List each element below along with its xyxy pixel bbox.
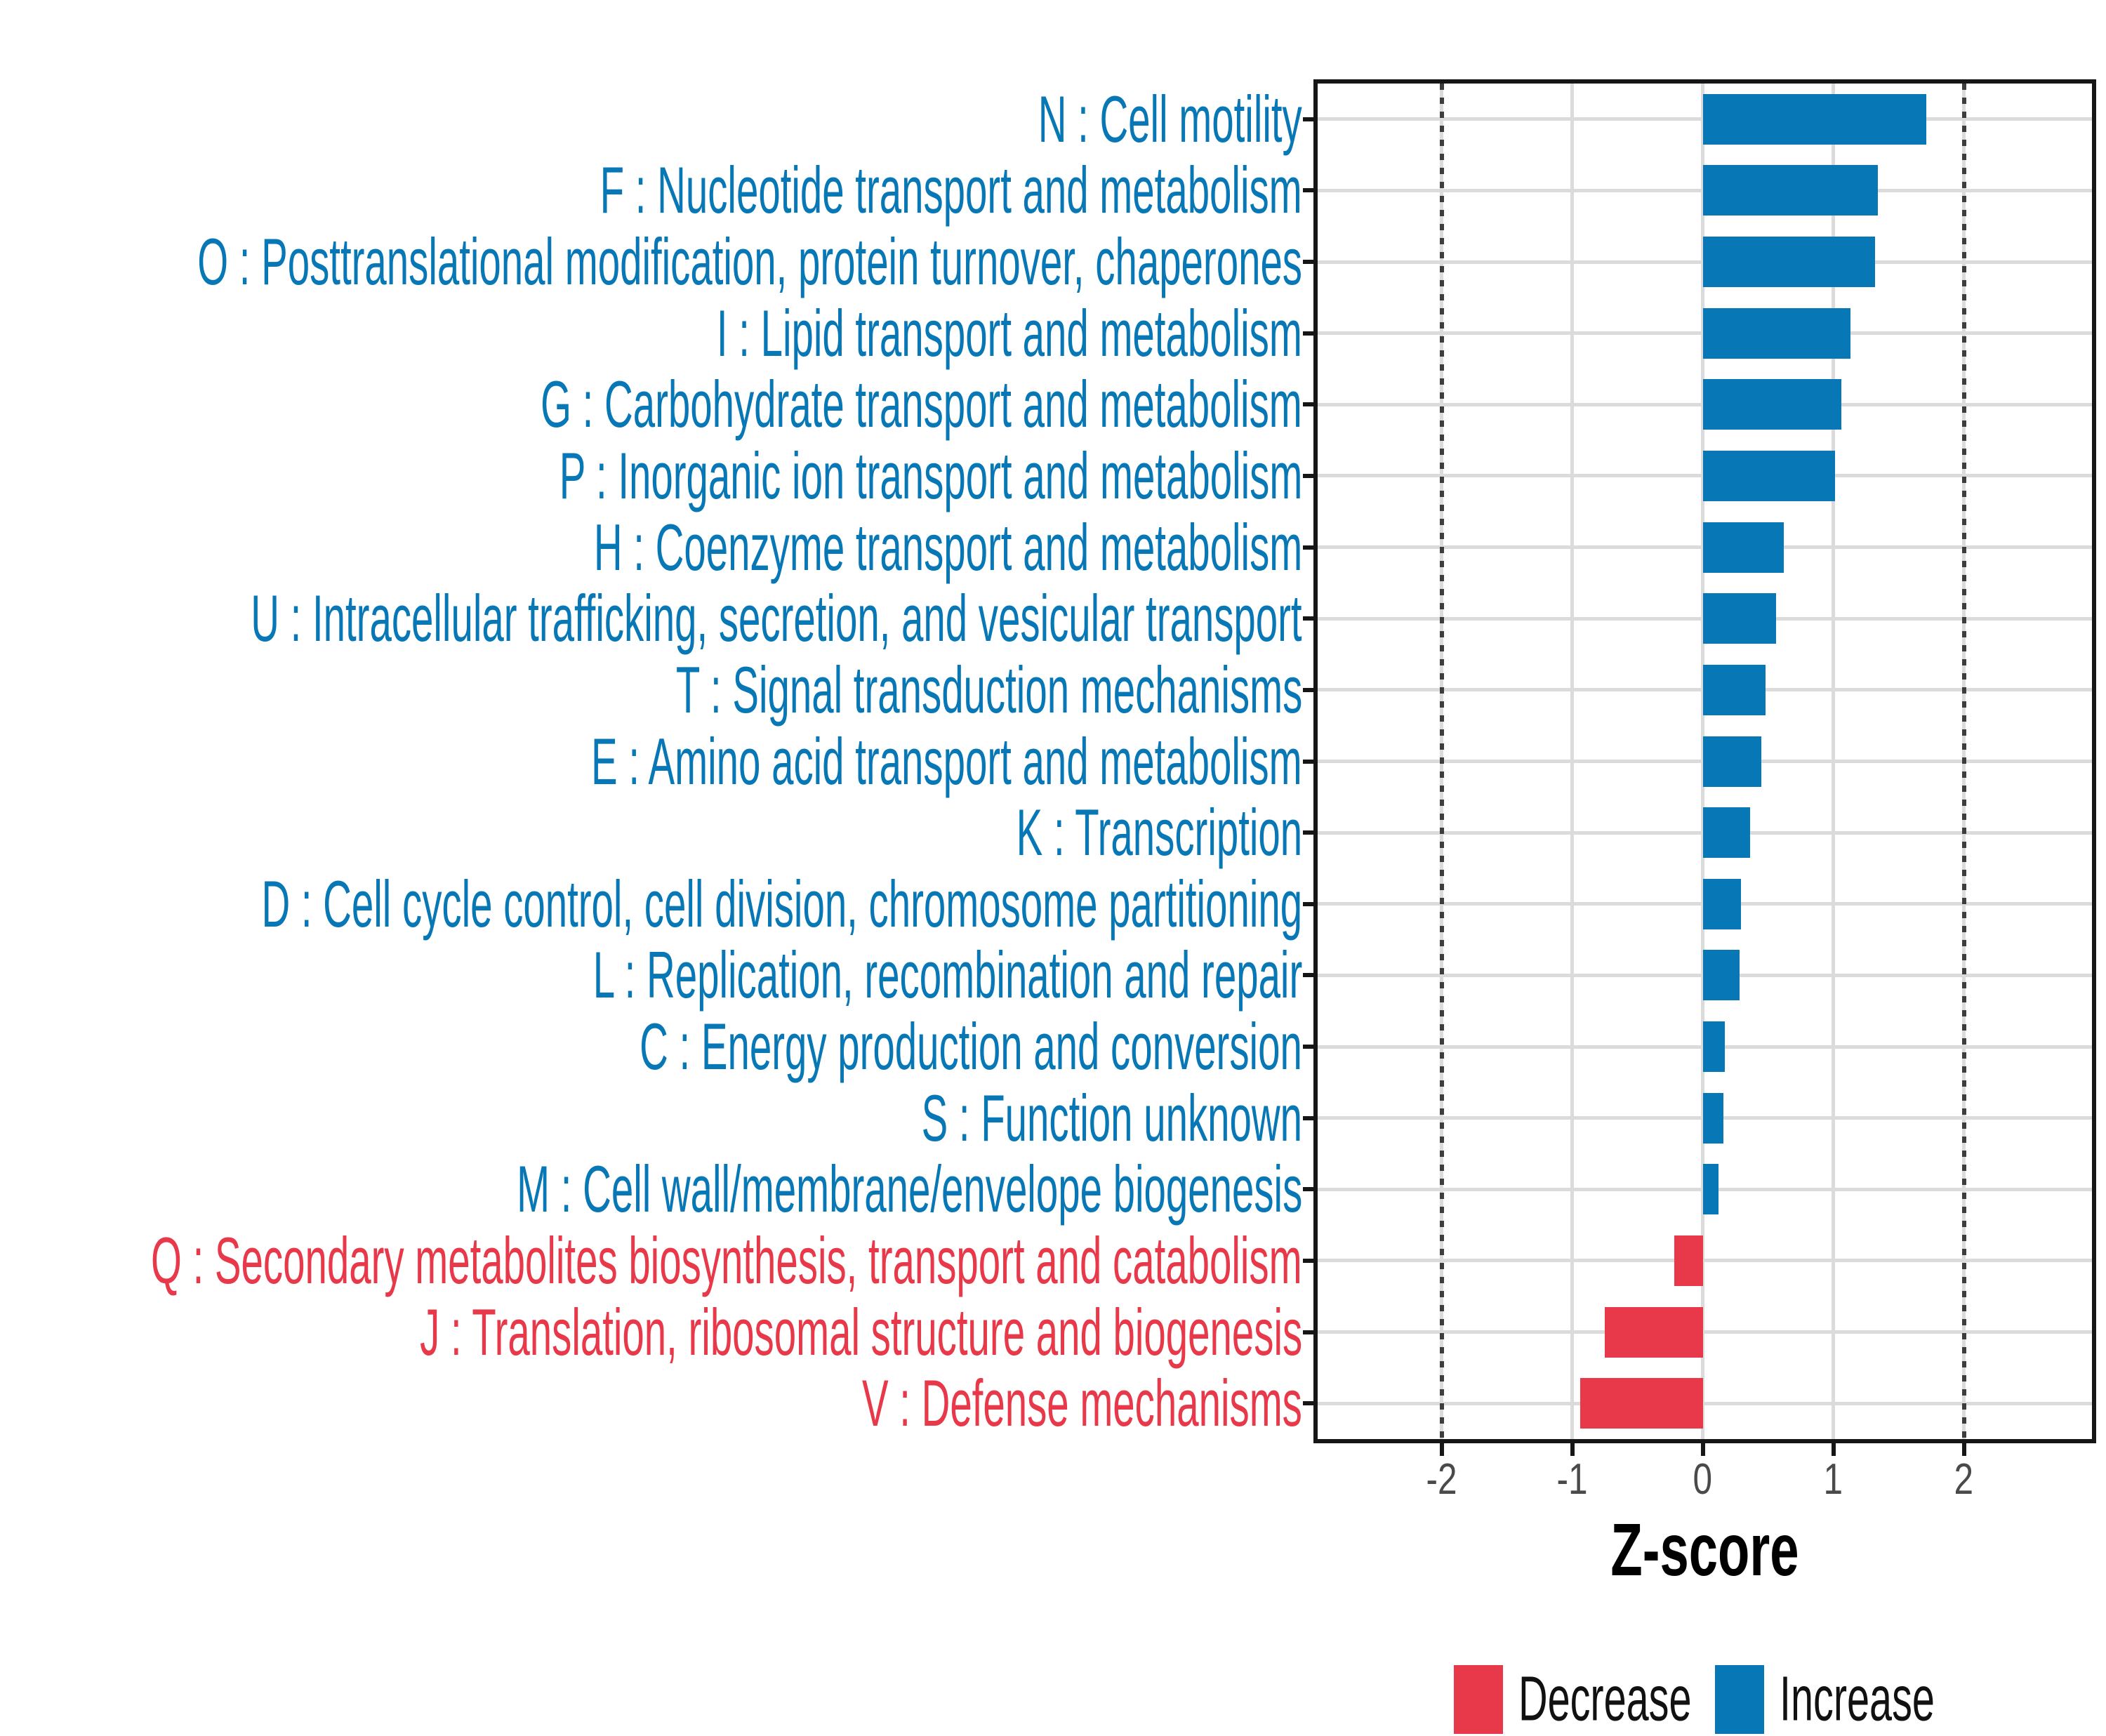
legend-label: [1780, 1665, 1956, 1734]
category-label-text: O : Posttranslational modification, protein turnover, chaperones: [197, 225, 1302, 299]
bar: [1703, 165, 1878, 216]
category-label: [39, 651, 1302, 729]
y-tick-mark: [1303, 402, 1318, 406]
y-tick-mark: [1303, 1045, 1318, 1049]
y-tick-mark: [1303, 1330, 1318, 1334]
bar: [1703, 879, 1741, 929]
category-gridline: [1318, 1259, 2092, 1262]
bar: [1703, 1093, 1724, 1144]
legend: [1318, 1665, 2092, 1734]
category-label: [39, 437, 1302, 515]
category-label: [39, 1222, 1302, 1299]
category-label: [39, 223, 1302, 300]
plot-panel: [1318, 84, 2092, 1439]
legend-swatch-increase: [1715, 1665, 1764, 1734]
category-label-text: P : Inorganic ion transport and metabolism: [559, 438, 1302, 512]
bar: [1580, 1378, 1703, 1429]
bar: [1703, 94, 1926, 145]
x-axis-title: [1494, 1509, 1915, 1591]
x-tick-label-text: -1: [1556, 1455, 1588, 1504]
reference-line: [1962, 84, 1966, 1439]
category-label-text: L : Replication, recombination and repair: [592, 938, 1302, 1012]
y-tick-mark: [1303, 688, 1318, 692]
y-tick-mark: [1303, 1401, 1318, 1405]
reference-line: [1440, 84, 1444, 1439]
bar: [1703, 379, 1841, 430]
bar: [1703, 451, 1835, 501]
bar: [1703, 308, 1850, 359]
legend-label-text: Increase: [1779, 1664, 1935, 1735]
legend-swatch-decrease: [1454, 1665, 1503, 1734]
bar: [1605, 1307, 1703, 1358]
bar: [1674, 1235, 1703, 1286]
bar: [1703, 665, 1766, 715]
category-label-text: Q : Secondary metabolites biosynthesis, transport and catabolism: [151, 1223, 1302, 1297]
category-label-text: D : Cell cycle control, cell division, chromosome partitioning: [261, 866, 1302, 941]
bar: [1703, 807, 1750, 858]
category-label-text: E : Amino acid transport and metabolism: [591, 724, 1302, 798]
category-label: [39, 152, 1302, 229]
bar: [1703, 593, 1776, 644]
x-tick-label-text: 1: [1823, 1455, 1843, 1504]
category-label-text: K : Transcription: [1016, 795, 1302, 870]
category-label: [39, 580, 1302, 657]
bar: [1703, 1021, 1726, 1072]
bar: [1703, 736, 1762, 787]
category-label: [39, 936, 1302, 1014]
x-tick-label: [1859, 1445, 2069, 1515]
legend-label-text: Decrease: [1518, 1664, 1692, 1735]
x-tick-label-text: 0: [1693, 1455, 1713, 1504]
category-label-text: V : Defense mechanisms: [862, 1366, 1302, 1440]
x-tick-label-text: 2: [1954, 1455, 1974, 1504]
bar: [1703, 950, 1740, 1000]
category-label: [39, 794, 1302, 871]
category-label: [39, 295, 1302, 372]
y-tick-mark: [1303, 830, 1318, 835]
category-label: [39, 1080, 1302, 1157]
category-label: [39, 509, 1302, 586]
category-label: [39, 866, 1302, 943]
category-label: [39, 1151, 1302, 1228]
legend-entry: [1454, 1665, 1695, 1734]
category-label-text: N : Cell motility: [1038, 81, 1302, 156]
y-tick-mark: [1303, 1116, 1318, 1120]
y-tick-mark: [1303, 545, 1318, 550]
y-tick-mark: [1303, 760, 1318, 764]
x-tick-label-text: -2: [1426, 1455, 1457, 1504]
y-tick-mark: [1303, 616, 1318, 621]
y-tick-mark: [1303, 117, 1318, 121]
category-label: [39, 81, 1302, 158]
category-label: [39, 1294, 1302, 1371]
y-tick-mark: [1303, 1187, 1318, 1191]
category-gridline: [1318, 1402, 2092, 1405]
bar: [1703, 237, 1876, 287]
legend-label: [1518, 1665, 1695, 1734]
y-tick-mark: [1303, 973, 1318, 977]
category-label-text: G : Carbohydrate transport and metabolism: [541, 367, 1302, 442]
category-label: [39, 723, 1302, 800]
y-tick-mark: [1303, 902, 1318, 906]
category-label: [39, 1365, 1302, 1442]
y-tick-mark: [1303, 331, 1318, 336]
category-label-text: C : Energy production and conversion: [640, 1009, 1302, 1084]
category-label-text: F : Nucleotide transport and metabolism: [600, 153, 1302, 227]
category-label-text: T : Signal transduction mechanisms: [675, 652, 1302, 727]
category-label: [39, 366, 1302, 443]
category-label-text: M : Cell wall/membrane/envelope biogenesis: [516, 1152, 1302, 1226]
category-label-text: I : Lipid transport and metabolism: [717, 296, 1302, 370]
category-label: [39, 1008, 1302, 1085]
category-label-text: H : Coenzyme transport and metabolism: [593, 510, 1302, 584]
y-tick-mark: [1303, 260, 1318, 264]
y-tick-mark: [1303, 474, 1318, 478]
category-label-text: U : Intracellular trafficking, secretion, and vesicular transport: [251, 581, 1302, 656]
category-label-text: J : Translation, ribosomal structure and biogenesis: [419, 1294, 1302, 1369]
x-axis-title-text: Z-score: [1610, 1509, 1799, 1591]
y-tick-mark: [1303, 188, 1318, 192]
category-gridline: [1318, 1330, 2092, 1334]
bar: [1703, 522, 1784, 573]
bar: [1703, 1164, 1718, 1214]
legend-entry: [1715, 1665, 1956, 1734]
category-label-text: S : Function unknown: [921, 1080, 1302, 1155]
y-tick-mark: [1303, 1259, 1318, 1263]
